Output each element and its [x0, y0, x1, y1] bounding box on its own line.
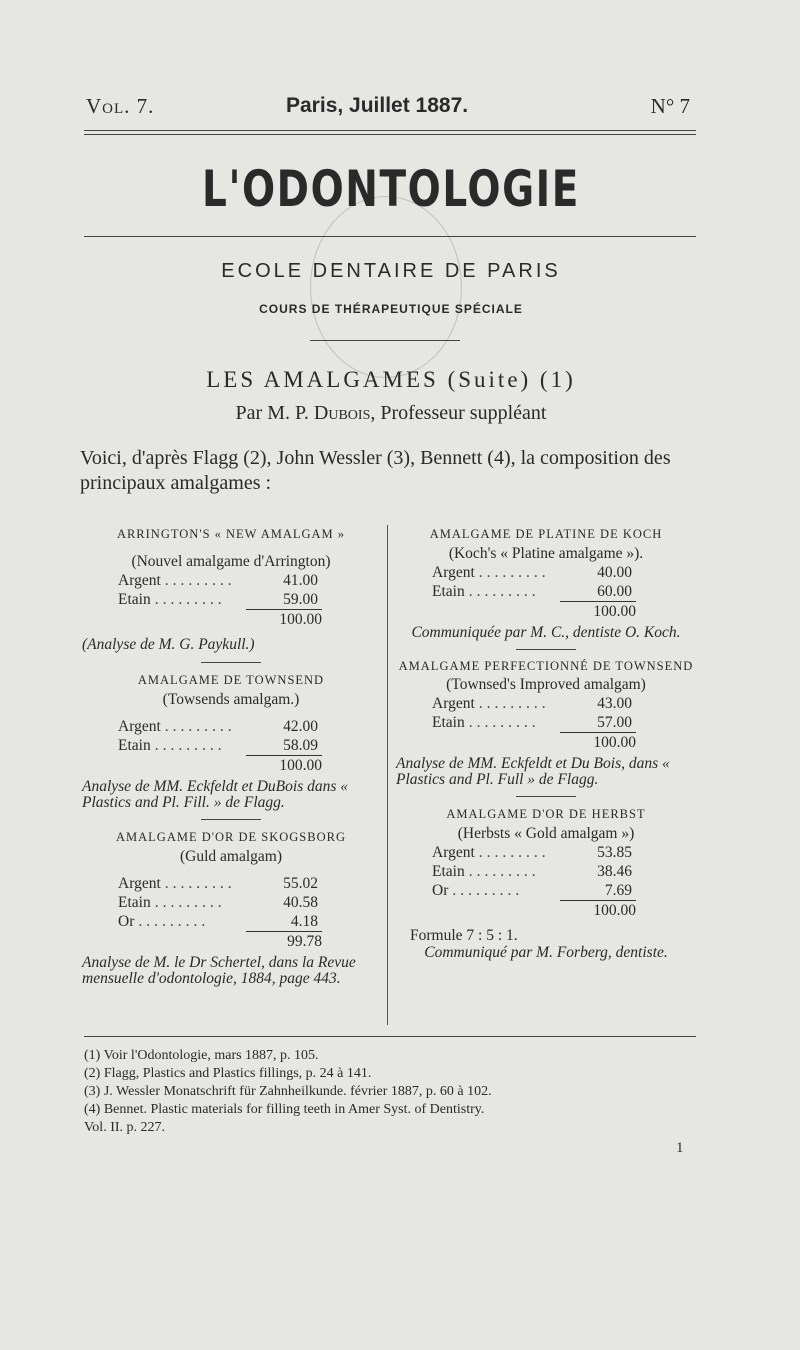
analysis-note: Analyse de MM. Eckfeldt et DuBois dans « Plastics and Pl. Fill. » de Flagg. [82, 778, 349, 811]
element-label: Etain [432, 583, 465, 600]
element-value: 53.85 [597, 844, 632, 861]
analysis-note: (Analyse de M. G. Paykull.) [82, 636, 255, 653]
byline-prefix: Par M. P. [235, 402, 314, 424]
element-value: 55.02 [283, 875, 318, 892]
composition-row: Argent ......... 40.00 [432, 564, 632, 581]
formula: Formule 7 : 5 : 1. [410, 927, 518, 944]
composition-total: 100.00 [246, 609, 322, 629]
section-heading: AMALGAME DE TOWNSEND [137, 673, 325, 687]
issue-number: N° 7 [650, 94, 690, 118]
element-label: Or [118, 913, 135, 930]
section-subtitle: (Guld amalgam) [179, 848, 282, 865]
footnote: (2) Flagg, Plastics and Plastics fillings, p. 24 à 141. [84, 1066, 372, 1081]
element-label: Etain [118, 894, 151, 911]
composition-row: Etain ......... 58.09 [118, 737, 318, 754]
analysis-note: Communiqué par M. Forberg, dentiste. [424, 944, 668, 961]
analysis-note: Communiquée par M. C., dentiste O. Koch. [411, 624, 681, 641]
composition-total: 100.00 [560, 900, 636, 920]
section-subtitle: (Koch's « Platine amalgame »). [448, 545, 644, 562]
composition-row: Argent ......... 43.00 [432, 695, 632, 712]
element-label: Argent [432, 844, 475, 861]
element-label: Etain [118, 591, 151, 608]
footnotes [84, 1047, 696, 1137]
element-label: Etain [118, 737, 151, 754]
composition-row: Etain ......... 60.00 [432, 583, 632, 600]
composition-row: Etain ......... 59.00 [118, 591, 318, 608]
composition-row: Etain ......... 38.46 [432, 863, 632, 880]
section-subtitle: (Townsed's Improved amalgam) [446, 676, 646, 693]
composition-total: 100.00 [560, 732, 636, 752]
footnote: (1) Voir l'Odontologie, mars 1887, p. 105. [84, 1048, 319, 1063]
section-subtitle: (Towsends amalgam.) [162, 691, 300, 708]
running-head [86, 94, 696, 126]
element-label: Argent [118, 572, 161, 589]
footnote: (3) J. Wessler Monatschrift für Zahnheilkunde. février 1887, p. 60 à 102. [84, 1084, 492, 1099]
journal-masthead: L'ODONTOLOGIE [202, 160, 580, 218]
right-column [396, 525, 696, 961]
left-column [82, 525, 380, 987]
column-divider [387, 525, 388, 1025]
element-value: 41.00 [283, 572, 318, 589]
composition-row: Argent ......... 41.00 [118, 572, 318, 589]
footnote: (4) Bennet. Plastic materials for filling teeth in Amer Syst. of Dentistry. [84, 1102, 485, 1117]
composition-row: Argent ......... 53.85 [432, 844, 632, 861]
composition-row: Etain ......... 40.58 [118, 894, 318, 911]
element-value: 42.00 [283, 718, 318, 735]
composition-row: Argent ......... 55.02 [118, 875, 318, 892]
section-heading: ARRINGTON'S « NEW AMALGAM » [116, 527, 346, 541]
analysis-note: Analyse de M. le Dr Schertel, dans la Revue mensuelle d'odontologie, 1884, page 443. [82, 954, 356, 987]
composition-row: Or ......... 4.18 [118, 913, 318, 930]
course-rule [310, 340, 460, 341]
section-subtitle: (Herbsts « Gold amalgam ») [457, 825, 635, 842]
masthead-rule [84, 236, 696, 237]
element-label: Argent [432, 564, 475, 581]
byline [86, 402, 696, 425]
element-value: 60.00 [597, 583, 632, 600]
intro-paragraph: Voici, d'après Flagg (2), John Wessler (3), Bennett (4), la composition des principaux amalgames : [80, 447, 671, 494]
header-rule-top [84, 130, 696, 131]
element-value: 59.00 [283, 591, 318, 608]
composition-total: 100.00 [246, 755, 322, 775]
course-name: COURS DE THÉRAPEUTIQUE SPÉCIALE [259, 302, 523, 316]
element-label: Etain [432, 714, 465, 731]
byline-author: Dubois [313, 402, 371, 424]
element-label: Argent [118, 718, 161, 735]
page-number: 1 [676, 1140, 684, 1156]
analysis-note: Analyse de MM. Eckfeldt et Du Bois, dans « Plastics and Pl. Full » de Flagg. [396, 755, 670, 788]
composition-row: Etain ......... 57.00 [432, 714, 632, 731]
element-value: 57.00 [597, 714, 632, 731]
library-stamp [310, 196, 462, 378]
element-value: 4.18 [290, 913, 318, 930]
header-rule-bottom [84, 134, 696, 135]
issue-date: Paris, Juillet 1887. [286, 94, 469, 117]
footnote: Vol. II. p. 227. [84, 1120, 166, 1135]
composition-row: Or ......... 7.69 [432, 882, 632, 899]
element-label: Argent [432, 695, 475, 712]
footnote-rule [84, 1036, 696, 1037]
article-title: LES AMALGAMES (Suite) (1) [206, 367, 576, 392]
element-value: 7.69 [604, 882, 632, 899]
element-value: 40.00 [597, 564, 632, 581]
school-name: ECOLE DENTAIRE DE PARIS [221, 260, 561, 282]
section-subtitle: (Nouvel amalgame d'Arrington) [131, 553, 331, 570]
byline-suffix: , Professeur suppléant [370, 402, 547, 424]
composition-row: Argent ......... 42.00 [118, 718, 318, 735]
element-label: Or [432, 882, 449, 899]
element-value: 58.09 [283, 737, 318, 754]
composition-total: 100.00 [560, 601, 636, 621]
volume-label: Vol. 7. [86, 94, 155, 118]
composition-total: 99.78 [246, 931, 322, 951]
element-value: 40.58 [283, 894, 318, 911]
element-value: 38.46 [597, 863, 632, 880]
element-label: Etain [432, 863, 465, 880]
section-heading: AMALGAME DE PLATINE DE KOCH [429, 527, 663, 541]
section-heading: AMALGAME D'OR DE SKOGSBORG [115, 830, 346, 844]
element-label: Argent [118, 875, 161, 892]
section-heading: AMALGAME PERFECTIONNÉ DE TOWNSEND [398, 659, 694, 673]
section-heading: AMALGAME D'OR DE HERBST [446, 807, 646, 821]
element-value: 43.00 [597, 695, 632, 712]
